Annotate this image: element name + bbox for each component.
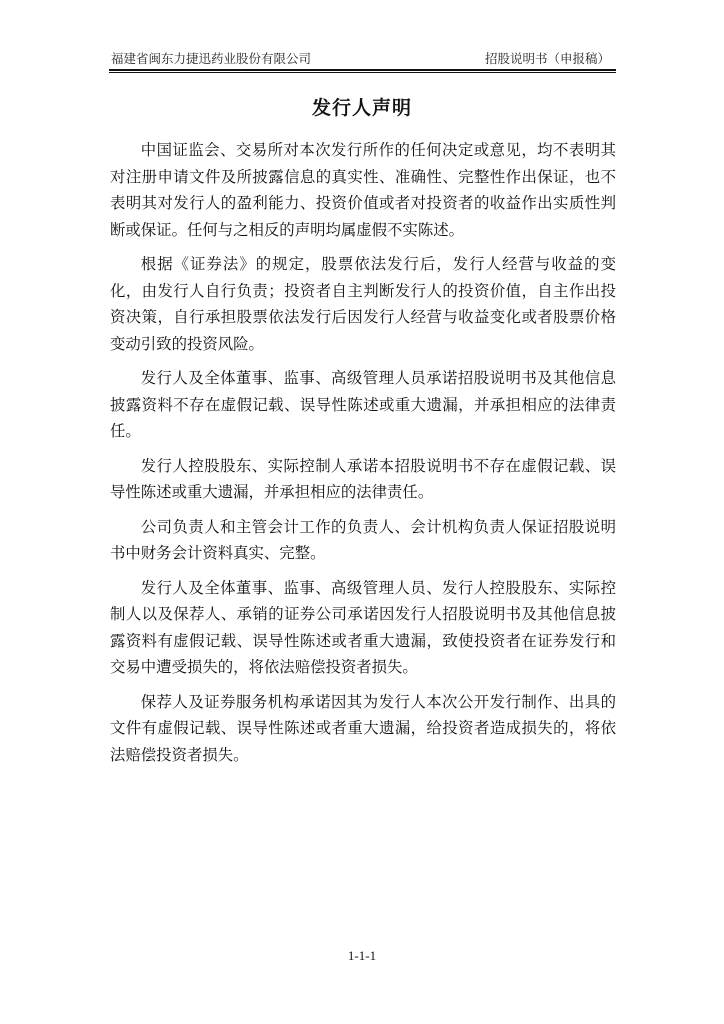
paragraph-7: 保荐人及证券服务机构承诺因其为发行人本次公开发行制作、出具的文件有虚假记载、误导性陈述或者重大遗漏，给投资者造成损失的，将依法赔偿投资者损失。	[110, 692, 616, 764]
header-document-type: 招股说明书（申报稿）	[484, 51, 610, 66]
paragraph-2: 根据《证券法》的规定，股票依法发行后，发行人经营与收益的变化，由发行人自行负责；投资者自主判断发行人的投资价值，自主作出投资决策，自行承担股票依法发行后因发行人经营与收益变化或者股票价格变动引致的投资风险。	[110, 255, 616, 353]
running-header	[109, 50, 616, 68]
paragraph-5: 公司负责人和主管会计工作的负责人、会计机构负责人保证招股说明书中财务会计资料真实、完整。	[110, 517, 616, 562]
page-title: 发行人声明	[311, 97, 412, 119]
declaration-body	[110, 137, 616, 776]
paragraph-1: 中国证监会、交易所对本次发行所作的任何决定或意见，均不表明其对注册申请文件及所披露信息的真实性、准确性、完整性作出保证，也不表明其对发行人的盈利能力、投资价值或者对投资者的收益作出实质性判断或保证。任何与之相反的声明均属虚假不实陈述。	[110, 141, 616, 239]
page-number: 1-1-1	[347, 948, 377, 963]
paragraph-3: 发行人及全体董事、监事、高级管理人员承诺招股说明书及其他信息披露资料不存在虚假记载、误导性陈述或重大遗漏，并承担相应的法律责任。	[110, 369, 616, 440]
header-rule-thin	[109, 72, 616, 73]
paragraph-6: 发行人及全体董事、监事、高级管理人员、发行人控股股东、实际控制人以及保荐人、承销的证券公司承诺因发行人招股说明书及其他信息披露资料有虚假记载、误导性陈述或者重大遗漏，致使投资者在证券发行和交易中遭受损失的，将依法赔偿投资者损失。	[110, 578, 616, 676]
header-company-name: 福建省闽东力捷迅药业股份有限公司	[111, 51, 312, 66]
header-rule-thick	[109, 69, 616, 71]
paragraph-4: 发行人控股股东、实际控制人承诺本招股说明书不存在虚假记载、误导性陈述或重大遗漏，并承担相应的法律责任。	[110, 456, 616, 501]
